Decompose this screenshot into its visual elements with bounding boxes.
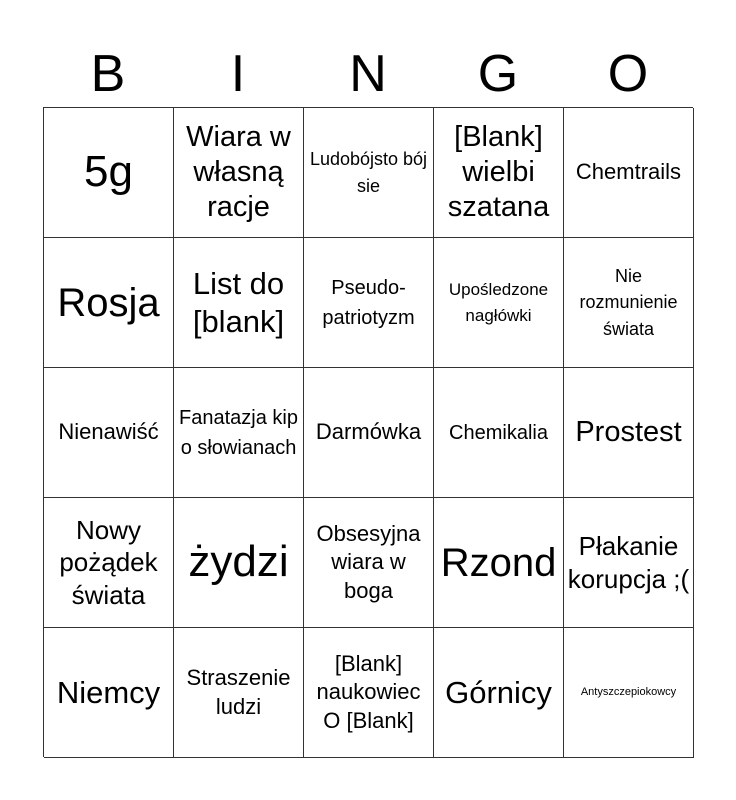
cell-text: [Blank] wielbi szatana xyxy=(447,121,550,223)
header-letter-o: O xyxy=(607,45,649,103)
cell-text: Niemcy xyxy=(56,674,161,710)
bingo-cell[interactable] xyxy=(304,238,434,368)
bingo-cell[interactable] xyxy=(174,108,304,238)
bingo-cell[interactable] xyxy=(564,108,694,238)
cell-text: Pseudo-patriotyzm xyxy=(322,276,415,329)
cell-text: Nie rozmunienie świata xyxy=(579,266,678,339)
cell-text: Górnicy xyxy=(445,674,552,710)
cell-text: Straszenie ludzi xyxy=(186,664,291,719)
cell-text: Chemikalia xyxy=(449,421,548,444)
bingo-cell[interactable] xyxy=(44,108,174,238)
bingo-cell[interactable] xyxy=(174,628,304,758)
bingo-cell[interactable] xyxy=(44,498,174,628)
bingo-cell[interactable] xyxy=(434,628,564,758)
cell-text: Obsesyjna wiara w boga xyxy=(316,520,421,603)
bingo-cell[interactable] xyxy=(564,628,694,758)
cell-text: List do [blank] xyxy=(192,266,285,339)
bingo-cell[interactable] xyxy=(44,238,174,368)
bingo-cell[interactable] xyxy=(434,368,564,498)
bingo-cell[interactable] xyxy=(304,498,434,628)
bingo-cell[interactable] xyxy=(434,238,564,368)
cell-text: Chemtrails xyxy=(575,159,682,185)
bingo-grid xyxy=(43,107,693,757)
header-letter-i: I xyxy=(230,45,246,103)
header-letter-g: G xyxy=(477,45,519,103)
cell-text: 5g xyxy=(84,147,133,197)
bingo-cell[interactable] xyxy=(304,628,434,758)
cell-text: żydzi xyxy=(188,537,289,587)
bingo-cell[interactable] xyxy=(564,368,694,498)
bingo-cell[interactable] xyxy=(174,368,304,498)
bingo-cell[interactable] xyxy=(434,108,564,238)
cell-text: Nowy pożądek świata xyxy=(59,514,158,610)
cell-text: Rosja xyxy=(57,280,160,325)
cell-text: Wiara w własną racje xyxy=(186,121,291,223)
cell-text: Płakanie korupcja ;( xyxy=(567,531,690,594)
bingo-cell[interactable] xyxy=(564,498,694,628)
cell-text: Upośledzone nagłówki xyxy=(448,280,549,325)
cell-text: Rzond xyxy=(440,540,557,585)
cell-text: Antyszczepiokowcy xyxy=(580,686,677,699)
bingo-cell[interactable] xyxy=(434,498,564,628)
cell-text: Prostest xyxy=(575,416,682,449)
cell-text: Fanatazja kip o słowianach xyxy=(179,406,298,459)
bingo-cell[interactable] xyxy=(564,238,694,368)
cell-text: [Blank] naukowiec O [Blank] xyxy=(316,650,421,733)
header-letter-n: N xyxy=(349,45,387,103)
bingo-header xyxy=(43,42,693,106)
cell-text: Nienawiść xyxy=(58,419,159,445)
bingo-cell[interactable] xyxy=(174,498,304,628)
cell-text: Darmówka xyxy=(315,419,422,445)
cell-text: Ludobójsto bój sie xyxy=(309,149,428,196)
bingo-cell[interactable] xyxy=(44,628,174,758)
bingo-cell[interactable] xyxy=(44,368,174,498)
header-letter-b: B xyxy=(90,45,126,103)
bingo-cell[interactable] xyxy=(304,368,434,498)
bingo-cell[interactable] xyxy=(304,108,434,238)
bingo-cell[interactable] xyxy=(174,238,304,368)
